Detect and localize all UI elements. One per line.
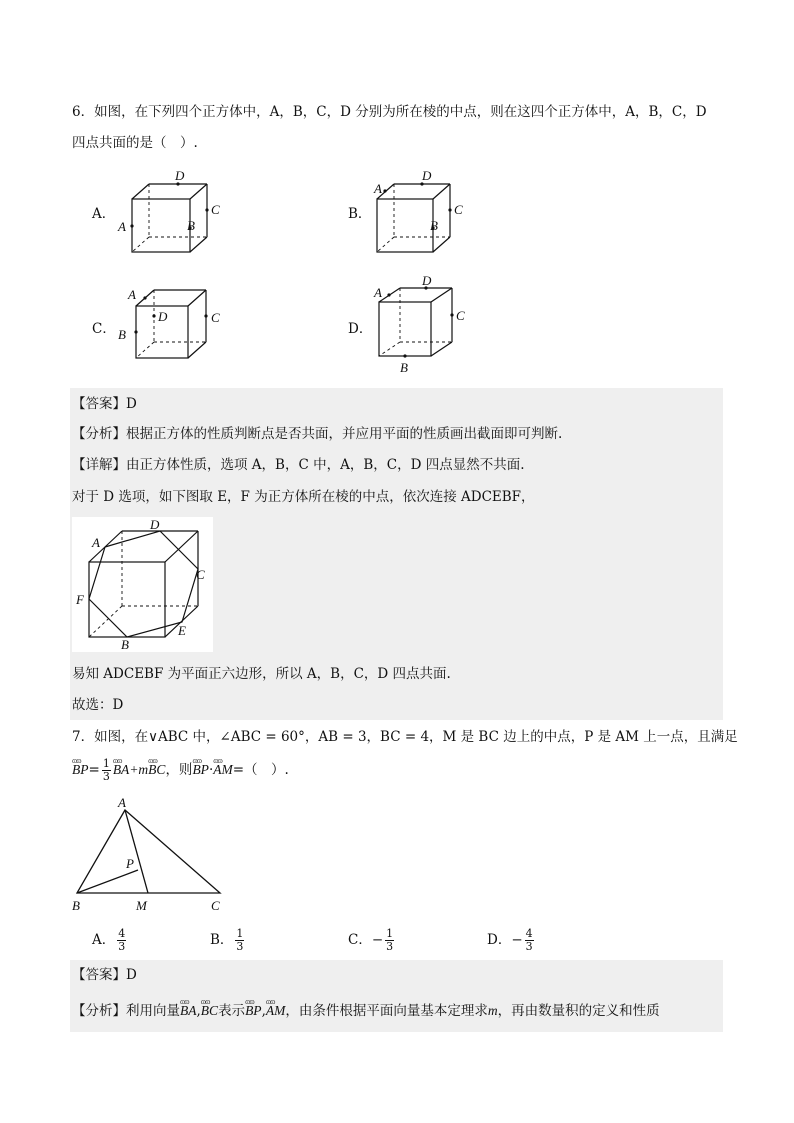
q6-cube-d — [362, 270, 477, 380]
label-d: D — [422, 273, 432, 288]
q6-detail-3: 易知 ADCEBF 为平面正六边形，所以 A，B，C，D 四点共面. — [72, 666, 451, 682]
label-d: D — [158, 309, 168, 324]
q6-cube-b — [360, 168, 470, 258]
q6-stem-line1: 6．如图，在下列四个正方体中，A，B，C，D 分别为所在棱的中点，则在这四个正方体中，A，B，C，D — [72, 104, 707, 120]
q7-option-b: B． $\frac{1}{3}$ — [210, 927, 244, 953]
label-b: B — [400, 360, 408, 375]
label-p: P — [126, 856, 134, 871]
q6-analysis: 【分析】根据正方体的性质判断点是否共面，并应用平面的性质画出截面即可判断. — [72, 426, 563, 442]
label-e: E — [178, 623, 186, 638]
label-b: B — [430, 218, 438, 233]
q7-triangle-figure — [68, 792, 238, 917]
label-c: C — [211, 202, 220, 217]
q7-analysis: 【分析】利用向量ɷɷ BA,ɷɷ BC表示ɷɷ BP,ɷɷ AM，由条件根据平面向量基本定理求m，再由数量积的定义和性质 — [72, 1001, 660, 1021]
q6-detail-1: 【详解】由正方体性质，选项 A，B，C 中，A，B，C，D 四点显然不共面. — [72, 457, 525, 473]
label-c: C — [454, 202, 463, 217]
label-a: A — [374, 181, 382, 196]
q6-detail-2: 对于 D 选项，如下图取 E，F 为正方体所在棱的中点，依次连接 ADCEBF， — [72, 489, 535, 505]
q6-option-c-label: C． — [92, 321, 116, 337]
label-d: D — [175, 168, 185, 183]
label-b: B — [121, 637, 129, 652]
q7-solution-block — [70, 960, 723, 1032]
q6-stem-line2: 四点共面的是（ ）. — [72, 135, 198, 151]
q6-choose: 故选：D — [72, 697, 124, 713]
q6-hexagon-figure — [72, 517, 213, 652]
q6-option-b-label: B． — [348, 206, 372, 222]
q6-option-d-label: D． — [348, 321, 373, 337]
label-f: F — [76, 592, 84, 607]
label-a: A — [118, 219, 126, 234]
q6-answer: 【答案】D — [72, 396, 137, 412]
label-a: A — [374, 285, 382, 300]
label-m: M — [136, 898, 147, 913]
label-b: B — [187, 218, 195, 233]
q6-option-a-label: A． — [92, 206, 116, 222]
label-b: B — [118, 327, 126, 342]
q7-option-c: C．− $\frac{1}{3}$ — [348, 927, 394, 953]
q7-answer: 【答案】D — [72, 967, 137, 983]
label-c: C — [456, 308, 465, 323]
label-a: A — [92, 535, 100, 550]
q6-cube-a — [115, 168, 220, 258]
label-a: A — [118, 795, 126, 810]
q7-stem-line1: 7．如图，在∨ABC 中，∠ABC = 60°，AB = 3，BC = 4，M 是 BC 边上的中点，P 是 AM 上一点，且满足 — [72, 729, 738, 745]
q6-cube-c — [112, 282, 227, 367]
label-c: C — [211, 898, 220, 913]
q7-stem-equation: ɷɷ BP= $\frac{1}{3}$ ɷɷ BA+mɷɷ BC，则ɷɷ BP·ɷɷ AM=（ ）. — [72, 755, 289, 785]
label-d: D — [422, 168, 432, 183]
label-b: B — [72, 898, 80, 913]
label-c: C — [196, 567, 205, 582]
label-a: A — [128, 287, 136, 302]
q7-option-a: A． $\frac{4}{3}$ — [92, 927, 126, 953]
q7-option-d: D．− $\frac{4}{3}$ — [487, 927, 533, 953]
label-d: D — [150, 517, 160, 532]
label-c: C — [211, 310, 220, 325]
